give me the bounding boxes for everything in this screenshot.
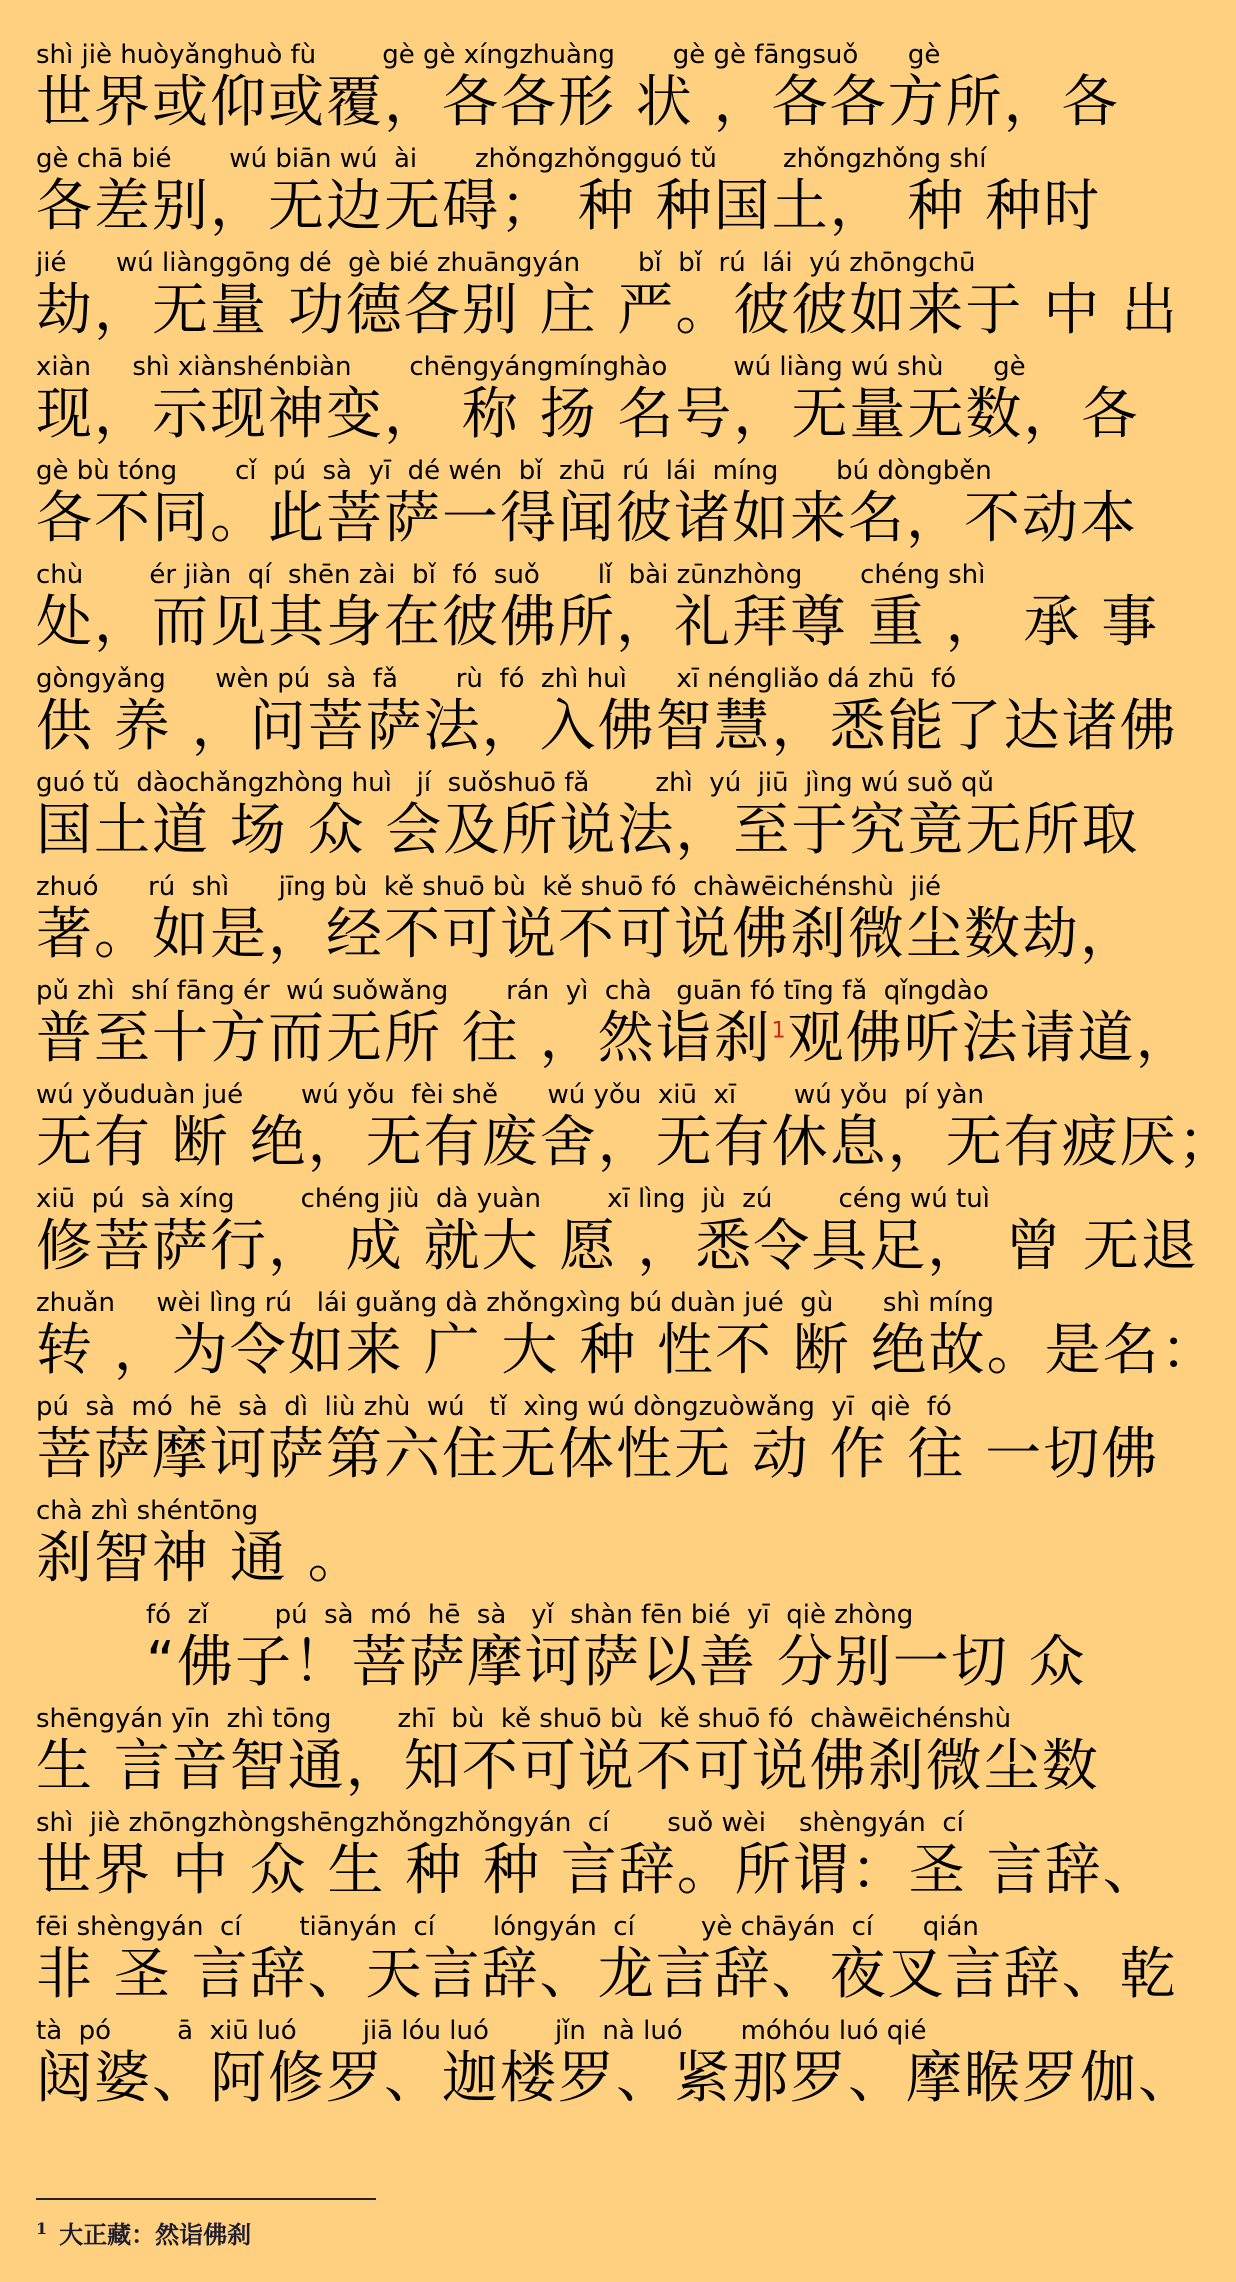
footnote-number: 1 — [36, 2219, 48, 2238]
hanzi-row: “佛子！菩萨摩诃萨以善 分别一切 众 — [146, 1630, 1087, 1695]
hanzi-row: 刹智神 通 。 — [36, 1526, 366, 1591]
pinyin-row: fó zǐ pú sà mó hē sà yǐ shàn fēn bié yī qiè zhòng — [146, 1600, 914, 1630]
hanzi-row: 菩萨摩诃萨第六住无体性无 动 作 往 一切佛 — [36, 1422, 1160, 1487]
hanzi-row: 闼婆、阿修罗、迦楼罗、紧那罗、摩睺罗伽、 — [36, 2046, 1196, 2111]
footnote — [36, 2212, 251, 2252]
footnote-divider — [36, 2198, 376, 2200]
text-line — [36, 1078, 1236, 1182]
text-line — [36, 974, 1194, 1078]
footnote-marker[interactable]: 1 — [771, 1018, 788, 1044]
pinyin-row: guó tǔ dàochǎngzhòng huì jí suǒshuō fǎ zhì yú jiū jìng wú suǒ qǔ — [36, 768, 995, 798]
text-line — [36, 766, 1140, 870]
pinyin-row: zhuǎn wèi lìng rú lái guǎng dà zhǒngxìng bú duàn jué gù shì míng — [36, 1288, 994, 1318]
pinyin-row: chù ér jiàn qí shēn zài bǐ fó suǒ lǐ bài zūnzhòng chéng shì — [36, 560, 986, 590]
scripture-text — [36, 38, 1236, 2118]
hanzi-row: 转 ，为令如来 广 大 种 性不 断 绝故。是名： — [36, 1318, 1219, 1383]
hanzi-row: 劫，无量 功德各别 庄 严。彼彼如来于 中 出 — [36, 278, 1180, 343]
pinyin-row: gòngyǎng wèn pú sà fǎ rù fó zhì huì xī néngliǎo dá zhū fó — [36, 664, 957, 694]
hanzi-segment: 普至十方而无所 往 ，然诣刹 — [36, 1006, 772, 1071]
pinyin-row: xiàn shì xiànshénbiàn chēngyángmínghào wú liàng wú shù gè — [36, 352, 1026, 382]
text-line — [36, 662, 1178, 766]
text-line — [36, 1286, 1219, 1390]
pinyin-row: gè chā bié wú biān wú ài zhǒngzhǒngguó tǔ zhǒngzhǒng shí — [36, 144, 987, 174]
footnote-text: 大正藏：然诣佛刹 — [59, 2220, 252, 2249]
text-line — [36, 454, 1138, 558]
pinyin-row: tà pó ā xiū luó jiā lóu luó jǐn nà luó móhóu luó qié — [36, 2016, 927, 2046]
hanzi-row: 现，示现神变， 称 扬 名号，无量无数，各 — [36, 382, 1140, 447]
hanzi-row: 供 养 ，问菩萨法，入佛智慧，悉能了达诸佛 — [36, 694, 1178, 759]
text-line — [36, 870, 1138, 974]
pinyin-row: wú yǒuduàn jué wú yǒu fèi shě wú yǒu xiū xī wú yǒu pí yàn — [36, 1080, 985, 1110]
hanzi-row: 各差别，无边无碍； 种 种国土， 种 种时 — [36, 174, 1102, 239]
hanzi-row: 处，而见其身在彼佛所，礼拜尊 重 ， 承 事 — [36, 590, 1160, 655]
text-line — [36, 142, 1102, 246]
hanzi-row: 生 言音智通，知不可说不可说佛刹微尘数 — [36, 1734, 1100, 1799]
hanzi-row: 非 圣 言辞、天言辞、龙言辞、夜叉言辞、乾 — [36, 1942, 1178, 2007]
text-line — [36, 350, 1140, 454]
text-line — [36, 1702, 1100, 1806]
hanzi-row: 世界或仰或覆，各各形 状 ，各各方所，各 — [36, 70, 1120, 135]
hanzi-row — [36, 1006, 1194, 1071]
pinyin-row: pǔ zhì shí fāng ér wú suǒwǎng rán yì chà guān fó tīng fǎ qǐngdào — [36, 976, 989, 1006]
hanzi-row: 修菩萨行， 成 就大 愿 ，悉令具足， 曾 无退 — [36, 1214, 1199, 1279]
pinyin-row: gè bù tóng cǐ pú sà yī dé wén bǐ zhū rú lái míng bú dòngběn — [36, 456, 992, 486]
hanzi-row: 世界 中 众 生 种 种 言辞。所谓：圣 言辞、 — [36, 1838, 1161, 1903]
text-line — [36, 1806, 1161, 1910]
hanzi-row: 无有 断 绝，无有废舍，无有休息，无有疲厌； — [36, 1110, 1236, 1175]
text-line — [36, 38, 1120, 142]
pinyin-row: jié wú liànggōng dé gè bié zhuāngyán bǐ bǐ rú lái yú zhōngchū — [36, 248, 976, 278]
pinyin-row: shì jiè zhōngzhòngshēngzhǒngzhǒngyán cí suǒ wèi shèngyán cí — [36, 1808, 964, 1838]
pinyin-row: shì jiè huòyǎnghuò fù gè gè xíngzhuàng gè gè fāngsuǒ gè — [36, 40, 941, 70]
text-line — [36, 1182, 1199, 1286]
pinyin-row: pú sà mó hē sà dì liù zhù wú tǐ xìng wú dòngzuòwǎng yī qiè fó — [36, 1392, 952, 1422]
hanzi-row: 各不同。此菩萨一得闻彼诸如来名，不动本 — [36, 486, 1138, 551]
pinyin-row: fēi shèngyán cí tiānyán cí lóngyán cí yè chāyán cí qián — [36, 1912, 979, 1942]
text-line — [36, 558, 1160, 662]
pinyin-row: xiū pú sà xíng chéng jiù dà yuàn xī lìng jù zú céng wú tuì — [36, 1184, 990, 1214]
pinyin-row: chà zhì shéntōng — [36, 1496, 259, 1526]
hanzi-row: 国土道 场 众 会及所说法，至于究竟无所取 — [36, 798, 1140, 863]
hanzi-segment: 观佛听法请道， — [787, 1006, 1194, 1071]
text-line — [36, 1598, 1087, 1702]
text-line — [36, 2014, 1196, 2118]
text-line — [36, 1910, 1178, 2014]
text-line — [36, 1494, 1044, 1598]
text-line — [36, 246, 1180, 350]
text-line — [36, 1390, 1160, 1494]
pinyin-row: shēngyán yīn zhì tōng zhī bù kě shuō bù kě shuō fó chàwēichénshù — [36, 1704, 1012, 1734]
pinyin-row: zhuó rú shì jīng bù kě shuō bù kě shuō fó chàwēichénshù jié — [36, 872, 941, 902]
hanzi-row: 著。如是，经不可说不可说佛刹微尘数劫， — [36, 902, 1138, 967]
